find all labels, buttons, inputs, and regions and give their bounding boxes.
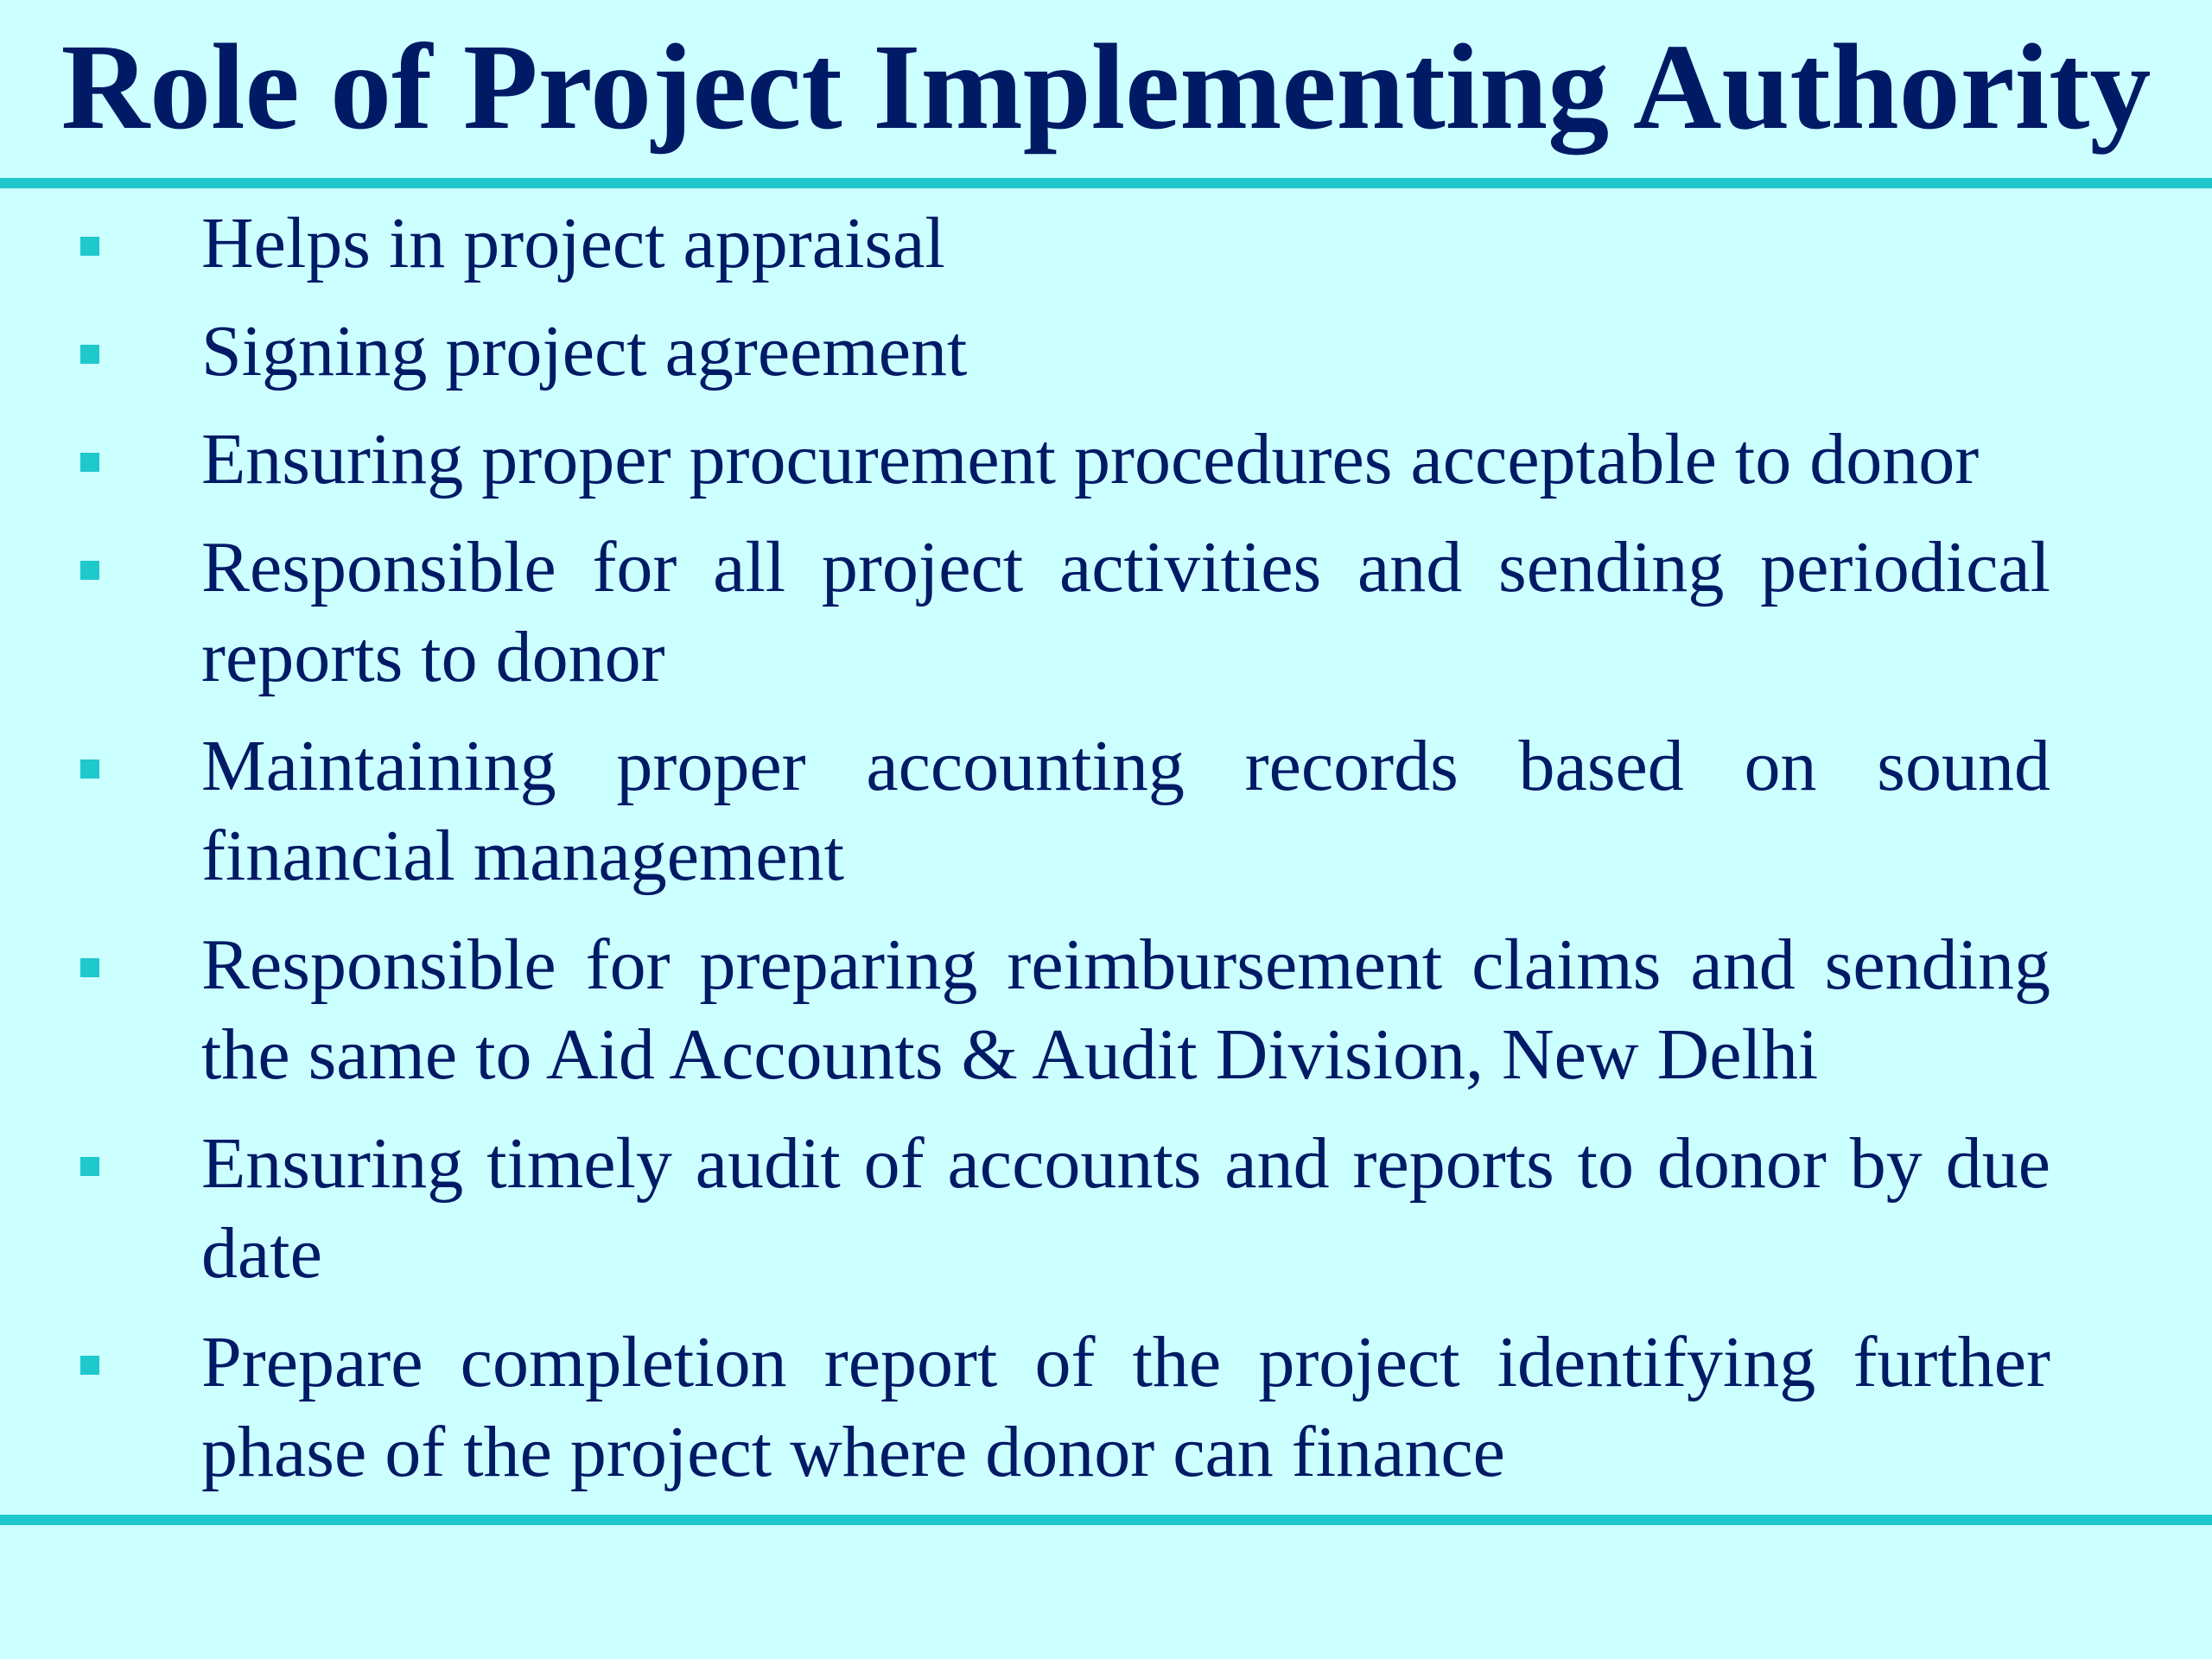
square-bullet-icon [80, 760, 99, 779]
bullet-text: Ensuring proper procurement procedures acceptable to donor [201, 419, 1980, 499]
bullet-text: Ensuring timely audit of accounts and reports to donor by due date [201, 1123, 2050, 1294]
title-divider [0, 178, 2212, 188]
square-bullet-icon [80, 1157, 99, 1176]
square-bullet-icon [80, 345, 99, 364]
bullet-text: Signing project agreement [201, 311, 968, 391]
bullet-text: Responsible for all project activities and sending periodical reports to donor [201, 527, 2050, 697]
bullet-text: Prepare completion report of the project identifying further phase of the project where donor can finance [201, 1322, 2050, 1492]
bullet-text: Maintaining proper accounting records based on sound financial management [201, 726, 2050, 896]
square-bullet-icon [80, 958, 99, 977]
bottom-divider [0, 1515, 2212, 1525]
bullet-text: Helps in project appraisal [201, 203, 945, 283]
square-bullet-icon [80, 1356, 99, 1375]
square-bullet-icon [80, 561, 99, 580]
bullet-text: Responsible for preparing reimbursement claims and sending the same to Aid Accounts & Audit Division, New Delhi [201, 925, 2050, 1095]
square-bullet-icon [80, 237, 99, 256]
square-bullet-icon [80, 453, 99, 472]
slide-title: Role of Project Implementing Authority [60, 18, 2152, 155]
